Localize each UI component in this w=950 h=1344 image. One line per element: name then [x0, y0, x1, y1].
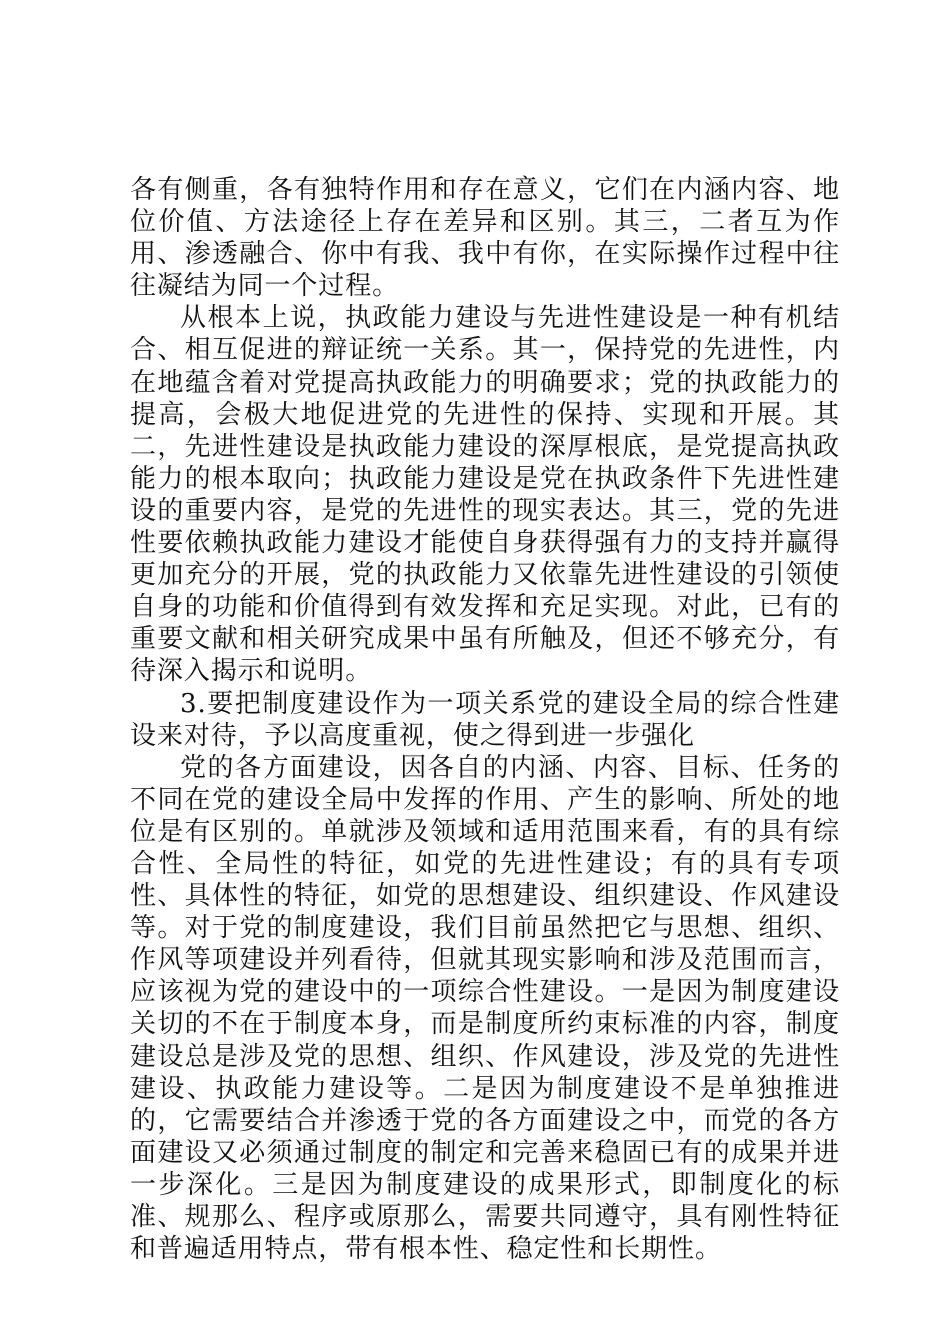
paragraph-relationship: 从根本上说，执政能力建设与先进性建设是一种有机结合、相互促进的辩证统一关系。其一，保持党的先进性，内在地蕴含着对党提高执政能力的明确要求；党的执政能力的提高，会极大地促进党的先进性的保持、实现和开展。其二，先进性建设是执政能力建设的深厚根底，是党提高执政能力的根本取向；执政能力建设是党在执政条件下先进性建设的重要内容，是党的先进性的现实表达。其三，党的先进性要依赖执政能力建设才能使自身获得强有力的支持并赢得更加充分的开展，党的执政能力又依靠先进性建设的引领使自身的功能和价值得到有效发挥和充足实现。对此，已有的重要文献和相关研究成果中虽有所触及，但还不够充分，有待深入揭示和说明。 — [130, 303, 840, 687]
paragraph-continuation: 各有侧重，各有独特作用和存在意义，它们在内涵内容、地位价值、方法途径上存在差异和区别。其三，二者互为作用、渗透融合、你中有我、我中有你，在实际操作过程中往往凝结为同一个过程。 — [130, 175, 840, 302]
document-body — [130, 174, 840, 1265]
section-heading-3: 3.要把制度建设作为一项关系党的建设全局的综合性建设来对待，予以高度重视，使之得到进一步强化 — [130, 688, 840, 751]
paragraph-institution: 党的各方面建设，因各自的内涵、内容、目标、任务的不同在党的建设全局中发挥的作用、产生的影响、所处的地位是有区别的。单就涉及领域和适用范围来看，有的具有综合性、全局性的特征，如党的先进性建设；有的具有专项性、具体性的特征，如党的思想建设、组织建设、作风建设等。对于党的制度建设，我们目前虽然把它与思想、组织、作风等项建设并列看待，但就其现实影响和涉及范围而言，应该视为党的建设中的一项综合性建设。一是因为制度建设关切的不在于制度本身，而是制度所约束标准的内容，制度建设总是涉及党的思想、组织、作风建设，涉及党的先进性建设、执政能力建设等。二是因为制度建设不是单独推进的，它需要结合并渗透于党的各方面建设之中，而党的各方面建设又必须通过制度的制定和完善来稳固已有的成果并进一步深化。三是因为制度建设的成果形式，即制度化的标准、规那么、程序或原那么，需要共同遵守，具有刚性特征和普遍适用特点，带有根本性、稳定性和长期性。 — [130, 752, 840, 1265]
